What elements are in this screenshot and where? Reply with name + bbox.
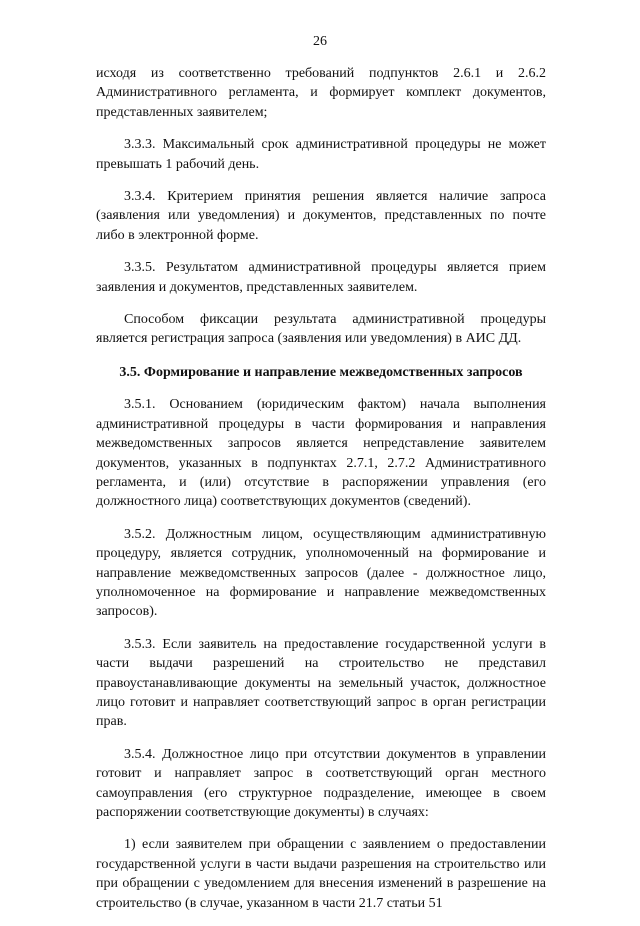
- paragraph-3-3-4: 3.3.4. Критерием принятия решения является наличие запроса (заявления или уведомления) и документов, представленных по почте либо в электронной форме.: [96, 189, 546, 243]
- document-body: [96, 64, 546, 926]
- paragraph-3-3-5: 3.3.5. Результатом административной процедуры является прием заявления и документов, представленных заявителем.: [96, 260, 546, 295]
- paragraph-3-5-4: 3.5.4. Должностное лицо при отсутствии документов в управлении готовит и направляет запрос в соответствующий орган местного самоуправления (его структурное подразделение, имеющее в своем распоряжении соответствующие документы) в случаях:: [96, 746, 546, 820]
- paragraph-fixation-method: Способом фиксации результата административной процедуры является регистрация запроса (заявления или уведомления) в АИС ДД.: [96, 312, 546, 347]
- paragraph-3-5-1: 3.5.1. Основанием (юридическим фактом) начала выполнения административной процедуры в части формирования и направления межведомственных запросов является непредставление заявителем документов, указанных в подпунктах 2.7.1, 2.7.2 Административного регламента, и (или) отсутствие в распоряжении управления (его должностного лица) соответствующих документов (сведений).: [96, 397, 546, 510]
- paragraph-3-3-3: 3.3.3. Максимальный срок административной процедуры не может превышать 1 рабочий день.: [96, 137, 546, 172]
- paragraph-3-5-2: 3.5.2. Должностным лицом, осуществляющим административную процедуру, является сотрудник, уполномоченный на формирование и направление межведомственных запросов (далее - должностное лицо, уполномоченное на формирование и направление межведомственных запросов).: [96, 526, 546, 620]
- paragraph-case-1: 1) если заявителем при обращении с заявлением о предоставлении государственной услуги в части выдачи разрешения на строительство или при обращении с уведомлением для внесения изменений в разрешение на строительство (в случае, указанном в части 21.7 статьи 51: [96, 837, 546, 911]
- section-heading: 3.5. Формирование и направление межведомственных запросов: [119, 364, 523, 380]
- paragraph-continuation: исходя из соответственно требований подпунктов 2.6.1 и 2.6.2 Административного регламента, и формирует комплект документов, представленных заявителем;: [96, 66, 546, 120]
- paragraph-3-5-3: 3.5.3. Если заявитель на предоставление государственной услуги в части выдачи разрешений на строительство не представил правоустанавливающие документы на земельный участок, должностное лицо готовит и направляет соответствующий запрос в орган регистрации прав.: [96, 636, 546, 730]
- page-number: 26: [313, 34, 327, 49]
